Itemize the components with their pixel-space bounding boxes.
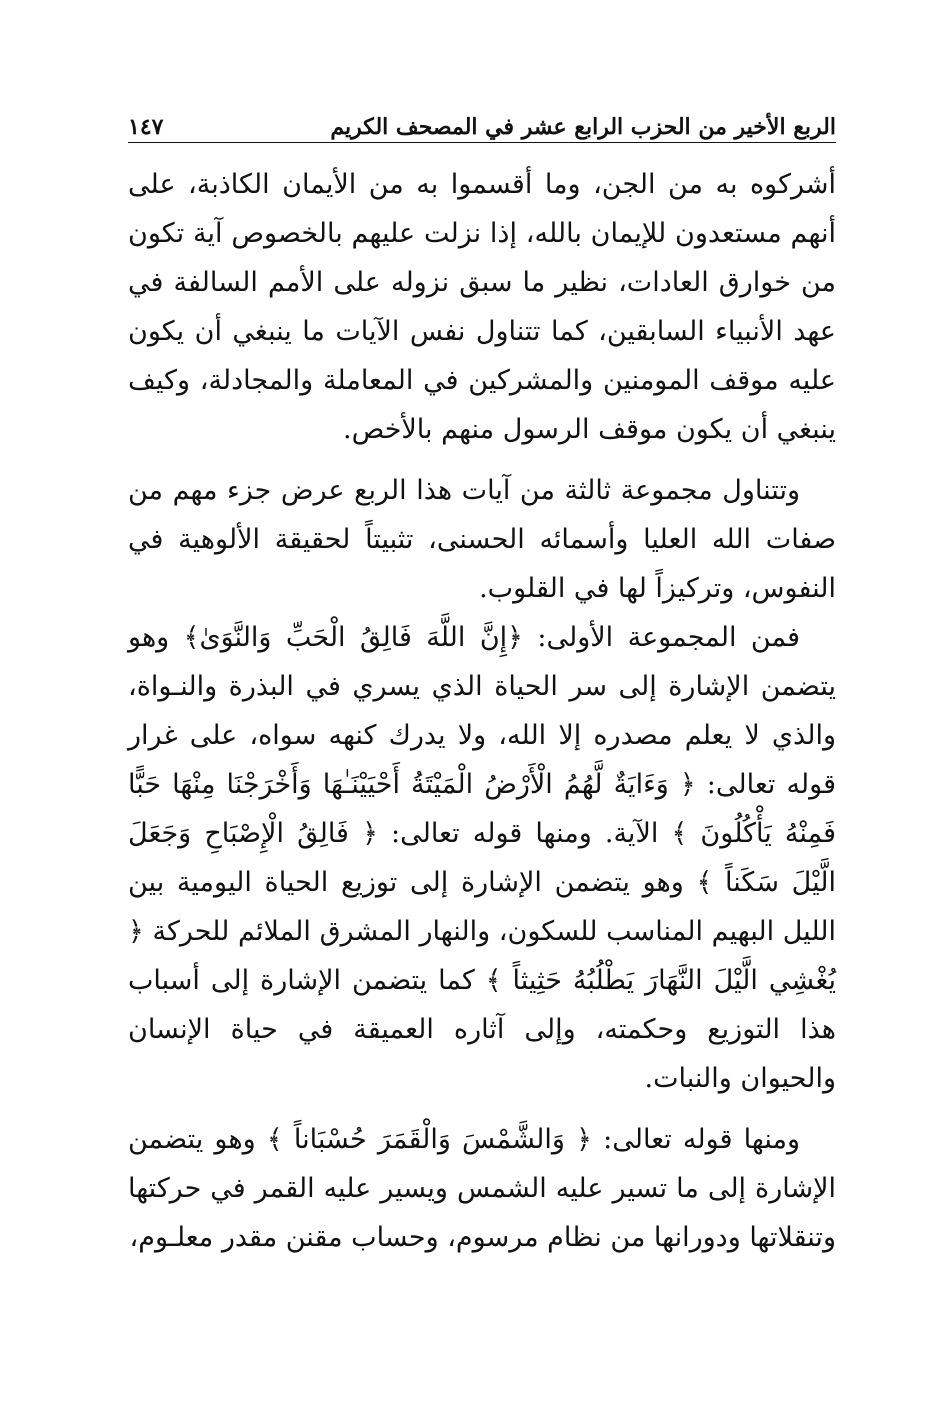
body-text: [128, 160, 836, 1262]
paragraph: أشركوه به من الجن، وما أقسموا به من الأيمان الكاذبة، على أنهم مستعدون للإيمان بالله، إذا نزلت عليهم بالخصوص آية تكون من خوارق العادات، نظير ما سبق نزوله على الأمم السالفة في عهد الأنبياء السابقين، كما تتناول نفس الآيات ما ينبغي أن يكون عليه موقف المومنين والمشركين في المعاملة والمجادلة، وكيف ينبغي أن يكون موقف الرسول منهم بالأخص.: [128, 169, 836, 445]
page-header: [128, 100, 836, 140]
paragraph: وتتناول مجموعة ثالثة من آيات هذا الربع عرض جزء مهم من صفات الله العليا وأسمائه الحسنى، تثبيتاً لحقيقة الألوهية في النفوس، وتركيزاً لها في القلوب.: [128, 475, 836, 604]
running-title: الربع الأخير من الحزب الرابع عشر في المصحف الكريم: [330, 114, 836, 140]
paragraph: ومنها قوله تعالى: ﴿ وَالشَّمْسَ وَالْقَمَرَ حُسْبَاناً ﴾ وهو يتضمن الإشارة إلى ما تسير عليه الشمس ويسير عليه القمر في حركتها وتنقلاتها ودورانها من نظام مرسوم، وحساب مقنن مقدر معلـوم،: [128, 1124, 836, 1253]
paragraph: فمن المجموعة الأولى: ﴿إِنَّ اللَّهَ فَالِقُ الْحَبِّ وَالنَّوَىٰ﴾ وهو يتضمن الإشارة إلى سر الحياة الذي يسري في البذرة والنـواة، والذي لا يعلم مصدره إلا الله، ولا يدرك كنهه سواه، على غرار قوله تعالى: ﴿ وَءَايَةٌ لَّهُمُ الْأَرْضُ الْمَيْتَةُ أَحْيَيْنَـٰهَا وَأَخْرَجْنَا مِنْهَا حَبًّا فَمِنْهُ يَأْكُلُونَ ﴾ الآية. ومنها قوله تعالى: ﴿ فَالِقُ الْإِصْبَاحِ وَجَعَلَ الَّيْلَ سَكَناً ﴾ وهو يتضمن الإشارة إلى توزيع الحياة اليومية بين الليل البهيم المناسب للسكون، والنهار المشرق الملائم للحركة ﴿ يُغْشِي الَّيْلَ النَّهَارَ يَطْلُبُهُ حَثِيثاً ﴾ كما يتضمن الإشارة إلى أسباب هذا التوزيع وحكمته، وإلى آثاره العميقة في حياة الإنسان والحيوان والنبات.: [128, 622, 837, 1094]
header-divider: [128, 142, 836, 143]
page-number: ١٤٧: [128, 114, 164, 140]
